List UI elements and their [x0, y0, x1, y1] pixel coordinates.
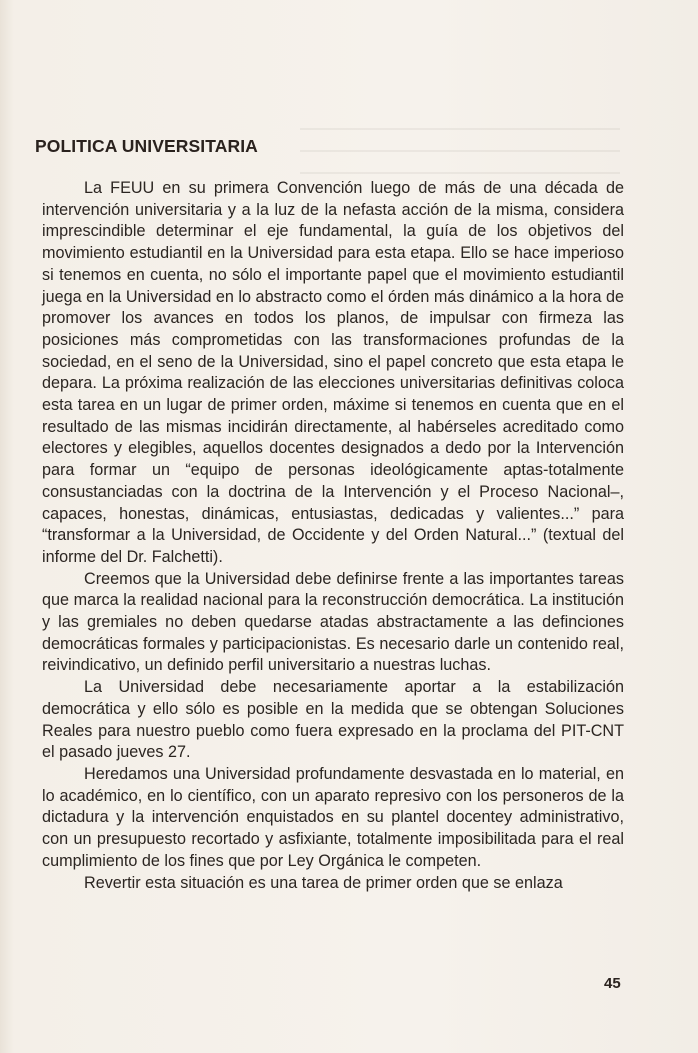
body-text [42, 178, 624, 894]
section-heading: POLITICA UNIVERSITARIA [35, 136, 258, 156]
paragraph: Creemos que la Universidad debe definirse frente a las importantes tareas que marca la realidad nacional para la reconstrucción democrática. La institución y las gremiales no deben quedarse atadas abstractamente a las definciones democráticas formales y participacionistas. Es necesario darle un contenido real, reivindicativo, un definido perfil universitario a nuestras luchas. [42, 569, 624, 675]
page-number: 45 [604, 975, 621, 992]
paragraph: La Universidad debe necesariamente aportar a la estabilización democrática y ello sólo es posible en la medida que se obtengan Soluciones Reales para nuestro pueblo como fuera expresado en la proclama del PIT-CNT el pasado jueves 27. [42, 678, 624, 762]
paragraph: Revertir esta situación es una tarea de primer orden que se enlaza [84, 873, 563, 892]
paragraph: La FEUU en su primera Convención luego de más de una década de intervención universitaria y a la luz de la nefasta acción de la misma, considera imprescindible determinar el eje fundamental, la guía de los objetivos del movimiento estudiantil en la Universidad para esta etapa. Ello se hace imperioso si tenemos en cuenta, no sólo el importante papel que el movimiento estudiantil juega en la Universidad en lo abstracto como el órden más dinámico a la hora de promover los avances en todos los planos, de impulsar con firmeza las posiciones más comprometidas con las transformaciones profundas de la sociedad, en el seno de la Universidad, sino el papel concreto que esta etapa le depara. La próxima realización de las elecciones universitarias definitivas coloca esta tarea en un lugar de primer orden, máxime si tenemos en cuenta que en el resultado de las mismas incidirán directamente, al habérseles acreditado como electores y elegibles, aquellos docentes designados a dedo por la Intervención para formar un “equipo de personas ideológicamente aptas-totalmente consustanciadas con la doctrina de la Intervención y el Proceso Nacional–, capaces, honestas, dinámicas, entusiastas, dedicadas y valientes...” para “transformar a la Universidad, de Occidente y del Orden Natural...” (textual del informe del Dr. Falchetti). [42, 179, 624, 566]
paragraph: Heredamos una Universidad profundamente desvastada en lo material, en lo académico, en lo científico, con un aparato represivo con los personeros de la dictadura y la intervención enquistados en su plantel docentey administrativo, con un presupuesto recortado y asfixiante, totalmente imposibilitada para el real cumplimiento de los fines que por Ley Orgánica le competen. [42, 764, 624, 870]
